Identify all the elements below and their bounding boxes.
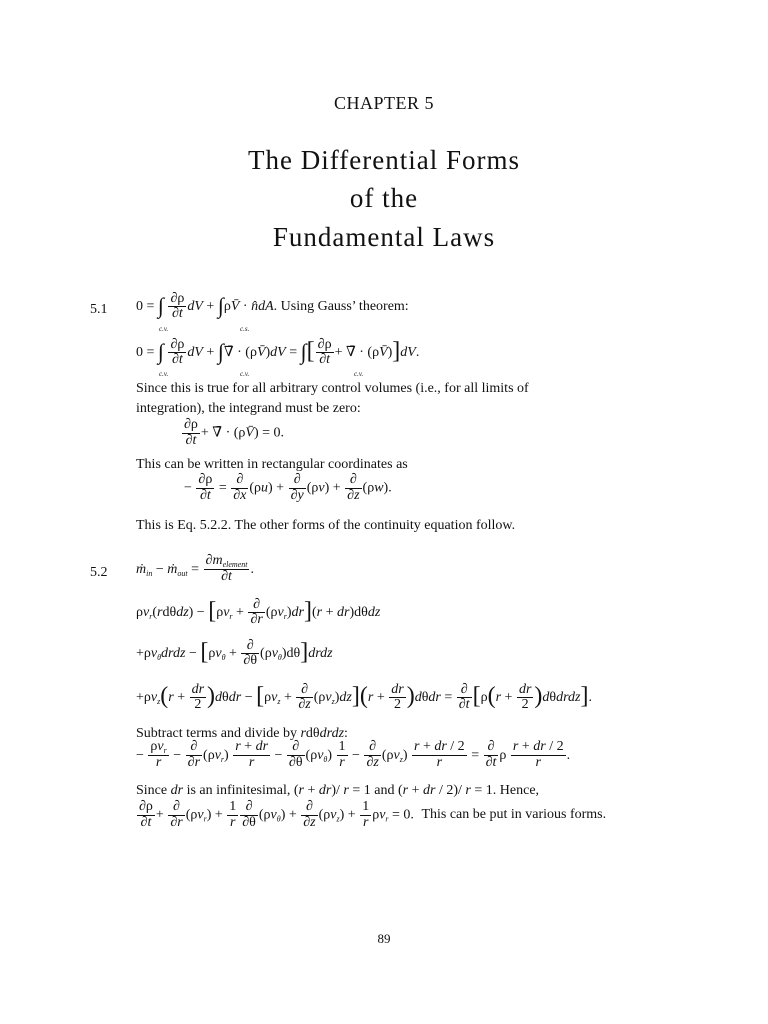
equation-5-2-d: $+\rho v_z(r$ + $\frac{dr}{2}$ )$d\theta dr - [\rho v_z$ + $\frac{\partial}{\partial z}$ $(\rho v_z)dz](r$ + $\frac{dr}{2}$ )dθdr = $\frac{\partial}{\partial t}$ [ρ(r + $\frac{dr}{2}$ )dθdrdz]. — [136, 681, 592, 713]
equation-5-1-c: $\frac{\partial\rho}{\partial t}$ + ∇̄ · (ρV̄) = 0. — [184, 417, 285, 448]
paragraph-5-2-3: This can be put in various forms. — [421, 807, 607, 823]
equation-5-2-b: $\rho v_r(rd\theta dz) - [\rho v_r$ + $\frac{\partial}{\partial r}$ $(\rho v_r)dr](r + dr)d\theta dz$ — [136, 596, 381, 628]
problem-number-5-1: 5.1 — [90, 302, 108, 317]
problem-number-5-2: 5.2 — [90, 565, 108, 580]
chapter-title-line-2: of the — [349, 183, 419, 213]
paragraph-5-1-4: This is Eq. 5.2.2. The other forms of the continuity equation follow. — [136, 518, 516, 533]
equation-5-1-a: 0 = ∫ $\frac{\partial\rho}{\partial t}$ dV + ∫ρV̄ · n̂dA. Using Gauss’ theorem: — [136, 290, 409, 322]
limit-cv: c.v. — [159, 370, 169, 378]
page-number: 89 — [377, 931, 391, 946]
gauss-text: Using Gauss’ theorem: — [280, 299, 409, 314]
equation-5-2-f: $\frac{\partial\rho}{\partial t}$ + $\frac{\partial}{\partial r}$ $(\rho v_r)$ + $\frac{1}{r}$ $\frac{\partial}{\partial\theta}$ $(\rho v_\theta)$ + $\frac{\partial}{\partial z}$ $(\rho v_z)$ + $\frac{1}{r}$ $\rho v_r = 0$. This can be put in various forms. — [139, 799, 607, 830]
equation-5-2-c: $+\rho v_\theta drdz - [\rho v_\theta$ + $\frac{\partial}{\partial\theta}$ $(\rho v_\theta)d\theta]drdz$ — [136, 637, 333, 669]
chapter-title-line-3: Fundamental Laws — [272, 222, 496, 252]
paragraph-5-1-2: integration), the integrand must be zero: — [136, 401, 361, 416]
chapter-title-line-1: The Differential Forms — [248, 145, 520, 175]
equation-5-1-d: − $\frac{\partial\rho}{\partial t}$ = $\frac{\partial}{\partial x}$ (ρu) + $\frac{\partial}{\partial y}$ (ρv) + $\frac{\partial}{\partial z}$ (ρw). — [184, 472, 392, 503]
paragraph-5-1-3: This can be written in rectangular coordinates as — [136, 457, 408, 472]
equation-5-1-b: 0 = ∫ $\frac{\partial\rho}{\partial t}$ dV + ∫∇̄ · (ρV̄)dV = ∫[ $\frac{\partial\rho}{\partial t}$ + ∇̄ · (ρV̄)]dV. — [136, 336, 420, 368]
limit-cs: c.s. — [240, 325, 250, 333]
equation-5-2-a: ṁ$_{in}$ − ṁ$_{out}$ = $\frac{\partial m_{element}}{\partial t}$ . — [136, 553, 254, 585]
paragraph-5-2-1: Subtract terms and divide by rdθdrdz: — [136, 726, 348, 741]
limit-cv: c.v. — [159, 325, 169, 333]
paragraph-5-1-1: Since this is true for all arbitrary control volumes (i.e., for all limits of — [136, 381, 529, 396]
limit-cv: c.v. — [240, 370, 250, 378]
chapter-label: CHAPTER 5 — [333, 93, 434, 113]
paragraph-5-2-2: Since dr is an infinitesimal, (r + dr)/ r = 1 and (r + dr / 2)/ r = 1. Hence, — [136, 783, 540, 798]
equation-5-2-e: − $\frac{\rho v_r}{r}$ − $\frac{\partial}{\partial r}$ $(\rho v_r)$ $\frac{r + dr}{r}$ − $\frac{\partial}{\partial\theta}$ $(\rho v_\theta)$ $\frac{1}{r}$ − $\frac{\partial}{\partial z}$ $(\rho v_z)$ $\frac{r + dr / 2}{r}$ = $\frac{\partial}{\partial t}$ ρ $\frac{r + dr / 2}{r}$ . — [136, 739, 571, 771]
limit-cv: c.v. — [354, 370, 364, 378]
